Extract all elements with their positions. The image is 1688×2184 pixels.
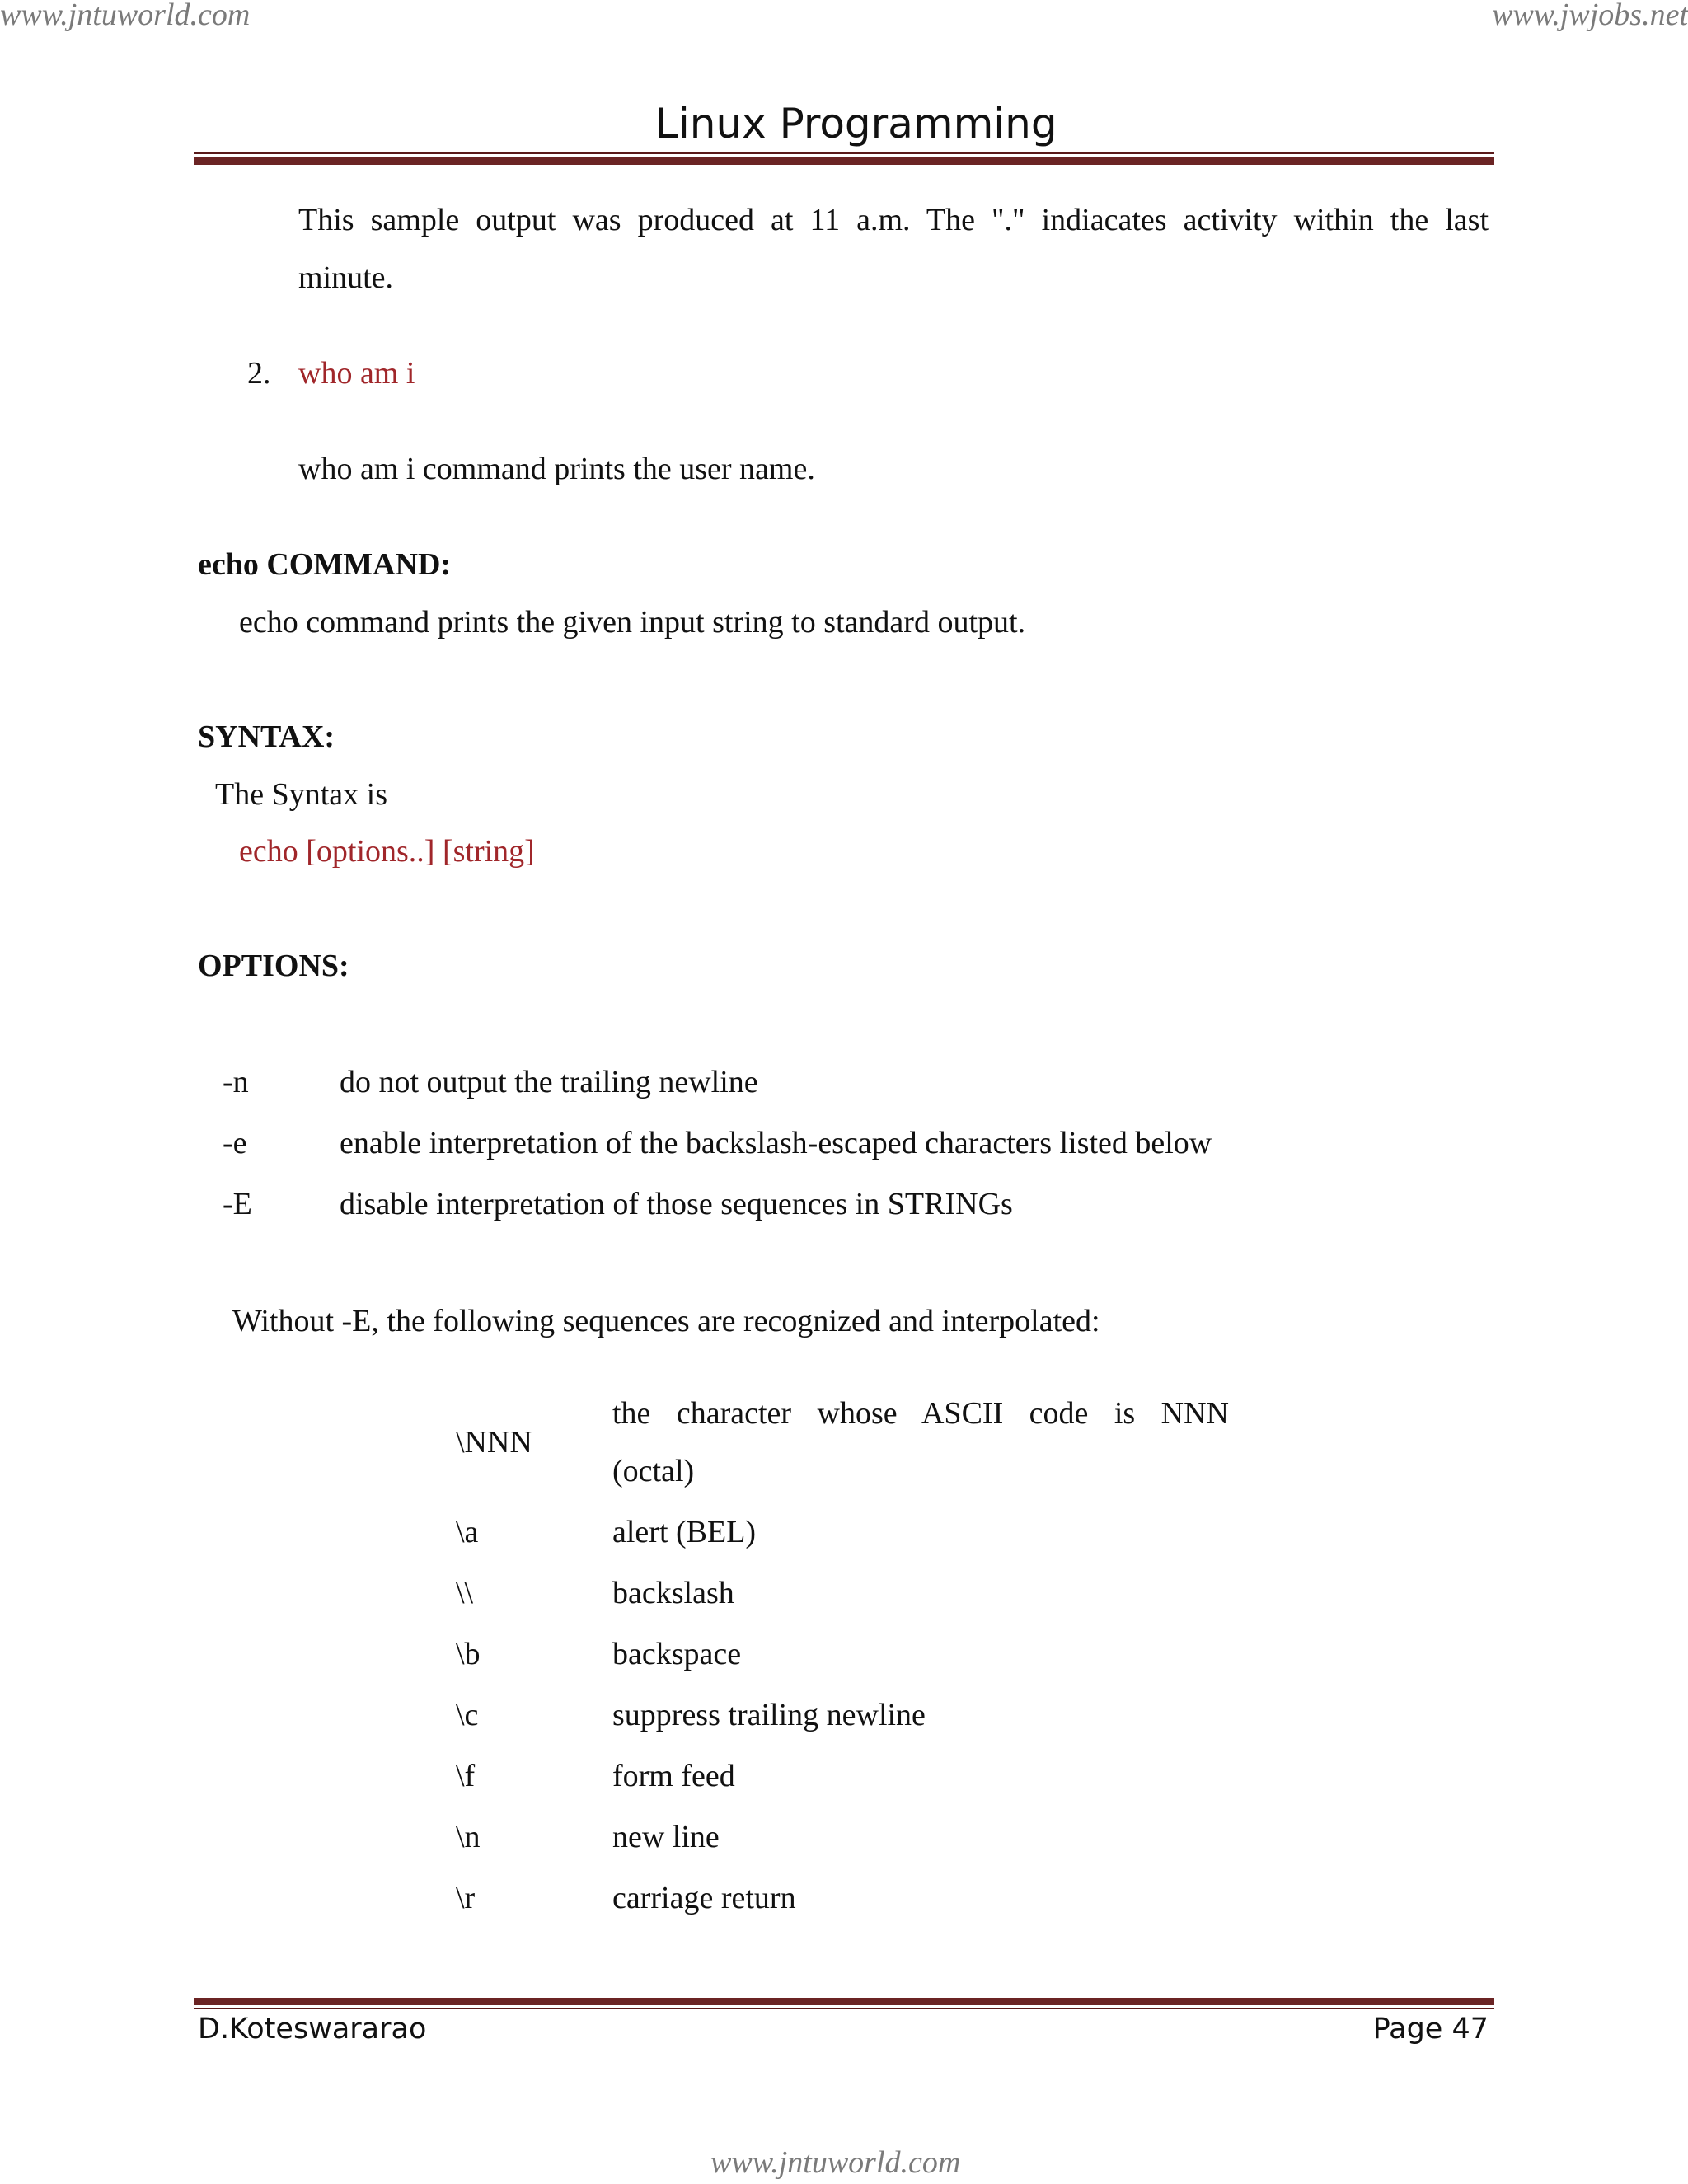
- sequence-code: \b: [456, 1637, 481, 1671]
- options-heading: OPTIONS:: [198, 949, 349, 983]
- option-description: disable interpretation of those sequences in STRINGs: [340, 1187, 1013, 1221]
- intro-text-line2: minute.: [298, 260, 394, 295]
- page-number: Page 47: [1372, 2013, 1489, 2046]
- sequences-intro: Without -E, the following sequences are recognized and interpolated:: [232, 1304, 1100, 1338]
- option-flag: -e: [223, 1126, 247, 1160]
- sequence-description: backspace: [612, 1637, 742, 1671]
- sequence-description: new line: [612, 1820, 720, 1854]
- sequence-description: form feed: [612, 1759, 735, 1793]
- header-rule-thin: [194, 152, 1494, 154]
- option-description: do not output the trailing newline: [340, 1065, 758, 1099]
- option-flag: -n: [223, 1065, 249, 1099]
- sequence-code: \f: [456, 1759, 476, 1793]
- header-rule-thick: [194, 157, 1494, 165]
- sequence-code: \a: [456, 1515, 479, 1549]
- syntax-code: echo [options..] [string]: [239, 834, 535, 869]
- option-description: enable interpretation of the backslash-escaped characters listed below: [340, 1126, 1212, 1160]
- echo-heading: echo COMMAND:: [198, 547, 452, 582]
- list-number-2: 2.: [247, 356, 271, 391]
- watermark-top-left: www.jntuworld.com: [0, 0, 251, 32]
- sequence-description-cont: (octal): [612, 1454, 695, 1488]
- sequence-code: \NNN: [456, 1425, 532, 1460]
- whoami-command: who am i: [298, 356, 415, 391]
- page-title: Linux Programming: [655, 100, 1057, 148]
- sequence-description: suppress trailing newline: [612, 1698, 926, 1732]
- sequence-code: \r: [456, 1881, 476, 1915]
- watermark-bottom: www.jntuworld.com: [710, 2145, 961, 2180]
- whoami-description: who am i command prints the user name.: [298, 452, 815, 486]
- sequence-code: \\: [456, 1576, 474, 1610]
- footer-rule-thick: [194, 1998, 1494, 2005]
- sequence-description: the character whose ASCII code is NNN: [612, 1396, 1229, 1431]
- footer-author: D.Koteswararao: [198, 2013, 427, 2046]
- intro-text-line1: This sample output was produced at 11 a.m. The "." indiacates activity within the last: [298, 203, 1489, 237]
- option-flag: -E: [223, 1187, 252, 1221]
- sequence-description: backslash: [612, 1576, 734, 1610]
- sequence-description: alert (BEL): [612, 1515, 757, 1549]
- watermark-top-right: www.jwjobs.net: [1492, 0, 1688, 32]
- echo-description: echo command prints the given input string to standard output.: [239, 605, 1026, 640]
- sequence-code: \c: [456, 1698, 479, 1732]
- footer-rule-thin: [194, 2008, 1494, 2009]
- sequence-code: \n: [456, 1820, 481, 1854]
- sequence-description: carriage return: [612, 1881, 796, 1915]
- syntax-intro: The Syntax is: [215, 777, 387, 812]
- syntax-heading: SYNTAX:: [198, 719, 335, 754]
